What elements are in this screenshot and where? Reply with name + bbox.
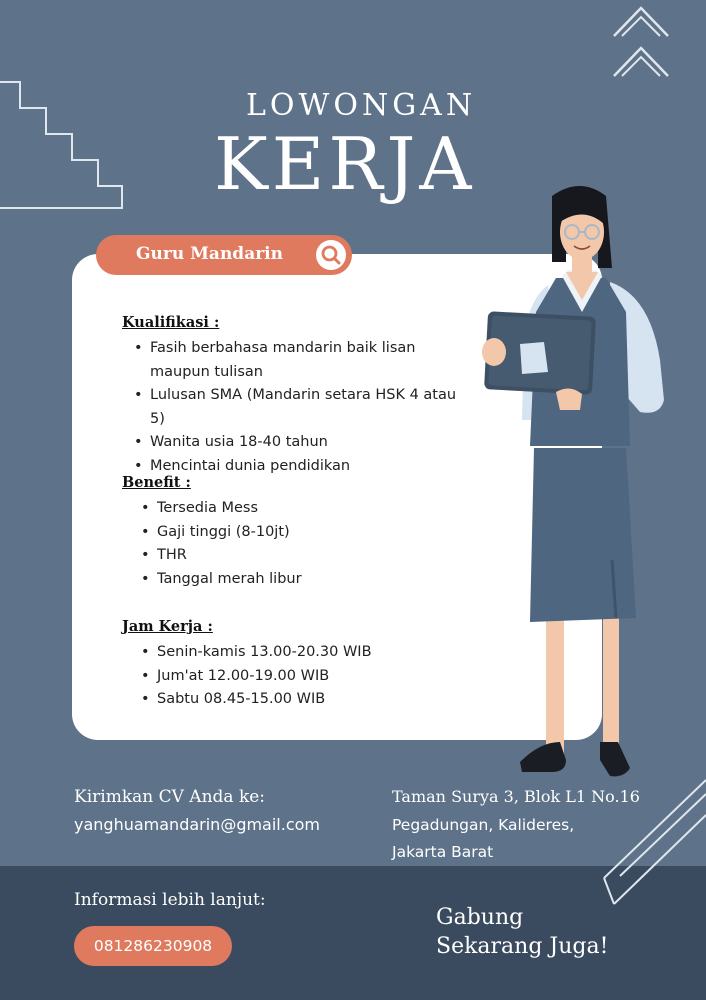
title-lowongan: LOWONGAN — [246, 88, 477, 123]
email-link[interactable]: yanghuamandarin@gmail.com — [74, 815, 321, 834]
title-kerja: KERJA — [214, 122, 476, 206]
list-item: • Senin-kamis 13.00-20.30 WIB — [141, 641, 422, 665]
phone-number-button[interactable]: 081286230908 — [74, 926, 232, 966]
address-line-1: Taman Surya 3, Blok L1 No.16 — [392, 787, 640, 806]
search-icon — [316, 240, 346, 270]
hours-heading: Jam Kerja : — [122, 618, 213, 635]
list-item: • Sabtu 08.45-15.00 WIB — [141, 688, 422, 712]
benefits-section — [122, 474, 422, 591]
list-item: • Tanggal merah libur — [141, 568, 422, 592]
list-item: • Mencintai dunia pendidikan — [134, 455, 467, 479]
teacher-illustration — [460, 178, 680, 788]
benefits-heading: Benefit : — [122, 474, 191, 491]
address-line-2: Pegadungan, Kalideres, — [392, 816, 575, 834]
cta-line-1: Gabung — [436, 905, 524, 930]
cv-label: Kirimkan CV Anda ke: — [74, 787, 266, 807]
info-label: Informasi lebih lanjut: — [74, 890, 266, 910]
list-item: • THR — [141, 544, 422, 568]
chevron-up-icon-2 — [614, 48, 668, 76]
address-line-3: Jakarta Barat — [392, 843, 494, 861]
cta-line-2: Sekarang Juga! — [436, 934, 609, 959]
list-item: • Jum'at 12.00-19.00 WIB — [141, 665, 422, 689]
position-label: Guru Mandarin — [136, 244, 283, 264]
list-item: • Fasih berbahasa mandarin baik lisan maupun tulisan — [134, 337, 467, 384]
hours-section — [122, 618, 422, 712]
chevron-up-icon — [614, 8, 668, 36]
list-item: • Wanita usia 18-40 tahun — [134, 431, 467, 455]
qualifications-heading: Kualifikasi : — [122, 314, 220, 331]
list-item: • Tersedia Mess — [141, 497, 422, 521]
qualifications-section — [122, 314, 467, 478]
list-item: • Gaji tinggi (8-10jt) — [141, 521, 422, 545]
list-item: • Lulusan SMA (Mandarin setara HSK 4 atau 5) — [134, 384, 467, 431]
position-pill — [96, 235, 352, 275]
